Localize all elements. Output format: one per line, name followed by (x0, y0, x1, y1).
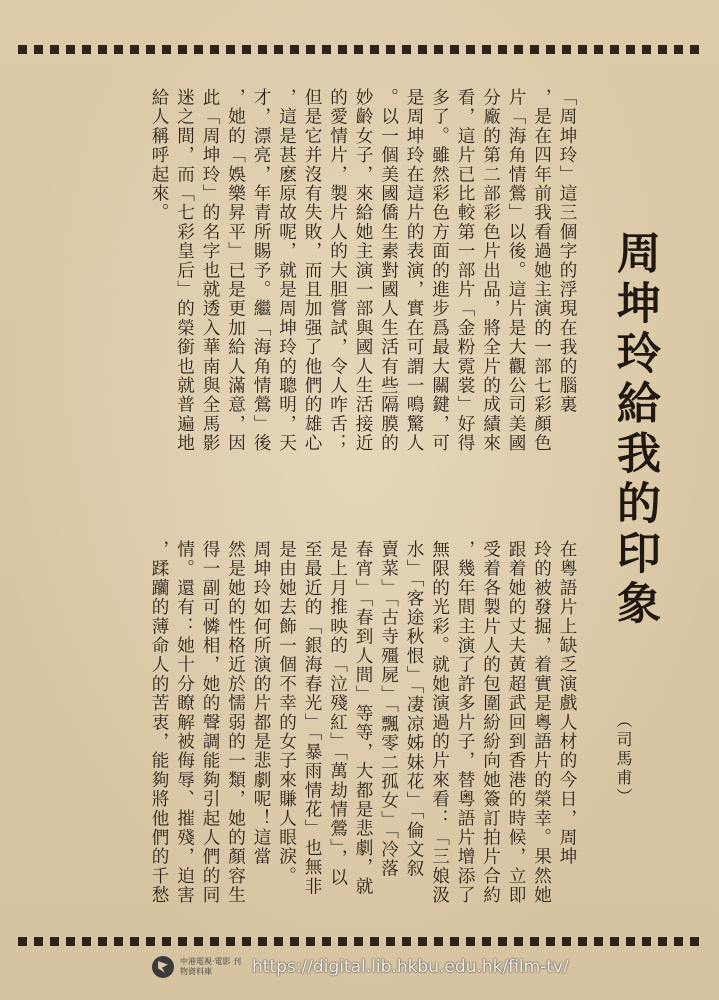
watermark-org: 中港電視·電影 刊物資料庫 (180, 957, 242, 976)
watermark-url[interactable]: https://digital.lib.hkbu.edu.hk/film-tv/ (252, 957, 569, 977)
text-column: 此「周坤玲」的名字也就透入華南與全馬影 (200, 88, 220, 453)
text-column: 然是她的性格近於懦弱的一類，她的顏容生 (225, 540, 246, 905)
text-column: 。以一個美國僑生素對國人生活有些隔膜的 (378, 88, 399, 453)
text-column: 迷之間，而「七彩皇后」的榮銜也就普遍地 (174, 88, 195, 453)
text-column: 的愛情片，製片人的大胆嘗試，令人咋舌； (327, 88, 348, 453)
text-column: 「周坤玲」這三個字的浮現在我的腦裏 (557, 88, 577, 415)
text-column: 是周坤玲在這片的表演，實在可謂一鳴驚人 (404, 88, 424, 453)
text-column: 分廠的第二部彩色片出品，將全片的成績來 (480, 88, 501, 453)
watermark (152, 952, 572, 982)
text-column: 是上月推映的「泣殘紅」「萬劫情鶯」，以 (327, 540, 348, 888)
upper-text-block (146, 88, 580, 468)
text-column: ，是在四年前我看過她主演的一部七彩顏色 (531, 88, 552, 453)
text-column: 才，漂亮，年青所賜予。繼「海角情鶯」後 (251, 88, 271, 453)
text-column: 但是它并沒有失敗，而且加强了他們的雄心 (302, 88, 322, 453)
library-logo-icon (152, 956, 174, 978)
text-column: 在粵語片上缺乏演戲人材的今日，周坤 (557, 540, 577, 867)
text-column: 春宵」「春到人間」等等，大都是悲劇，就 (353, 540, 373, 896)
text-column: 妙齡女子，來給她主演一部與國人生活接近 (353, 88, 373, 453)
text-column: 得一副可憐相，她的聲調能夠引起人們的同 (200, 540, 220, 905)
text-column: 無限的光彩。就她演過的片來看：「三娘汲 (429, 540, 450, 905)
text-column: 至最近的「銀海春光」「暴雨情花」也無非 (302, 540, 322, 896)
text-column: 情。還有：她十分瞭解被侮辱、摧殘，迫害 (174, 540, 195, 905)
text-column: ，幾年間主演了許多片子，替粵語片增添了 (455, 540, 475, 905)
text-column: 賣菜」「古寺殭屍」「飄零二孤女」「冷落 (378, 540, 399, 879)
lower-text-block (146, 540, 580, 912)
text-column: ，蹂躪的薄命人的苦衷，能夠將他們的千愁 (149, 540, 169, 905)
text-column: ，她的「娛樂昇平」已是更加給人滿意，因 (225, 88, 246, 453)
text-column: 受着各製片人的包圍紛紛向她簽訂拍片合約 (480, 540, 501, 905)
text-column: 多了。雖然彩色方面的進步爲最大關鍵，可 (429, 88, 450, 453)
text-column: ，這是甚麽原故呢，就是周坤玲的聰明，天 (276, 88, 297, 453)
text-column: 給人稱呼起來。 (149, 88, 169, 223)
article-author: （司馬甫） (614, 712, 633, 807)
text-column: 玲的被發掘，着實是粵語片的榮幸。果然她 (531, 540, 552, 905)
top-dashed-border (18, 45, 702, 54)
text-column: 是由她去飾一個不幸的女子來賺人眼淚。 (276, 540, 297, 886)
text-column: 周坤玲如何所演的片都是悲劇呢！這當 (251, 540, 271, 867)
bottom-dashed-border (18, 937, 702, 946)
text-column: 水」「客途秋恨」「凄凉姊妹花」「倫文叙 (404, 540, 424, 879)
text-column: 看，這片已比較第一部片「金粉霓裳」好得 (455, 88, 475, 453)
article-title: 周坤玲給我的印象 (609, 230, 660, 630)
text-column: 片「海角情鶯」以後。這片是大觀公司美國 (506, 88, 526, 453)
text-column: 跟着她的丈夫黃超武回到香港的時候，立即 (506, 540, 526, 905)
